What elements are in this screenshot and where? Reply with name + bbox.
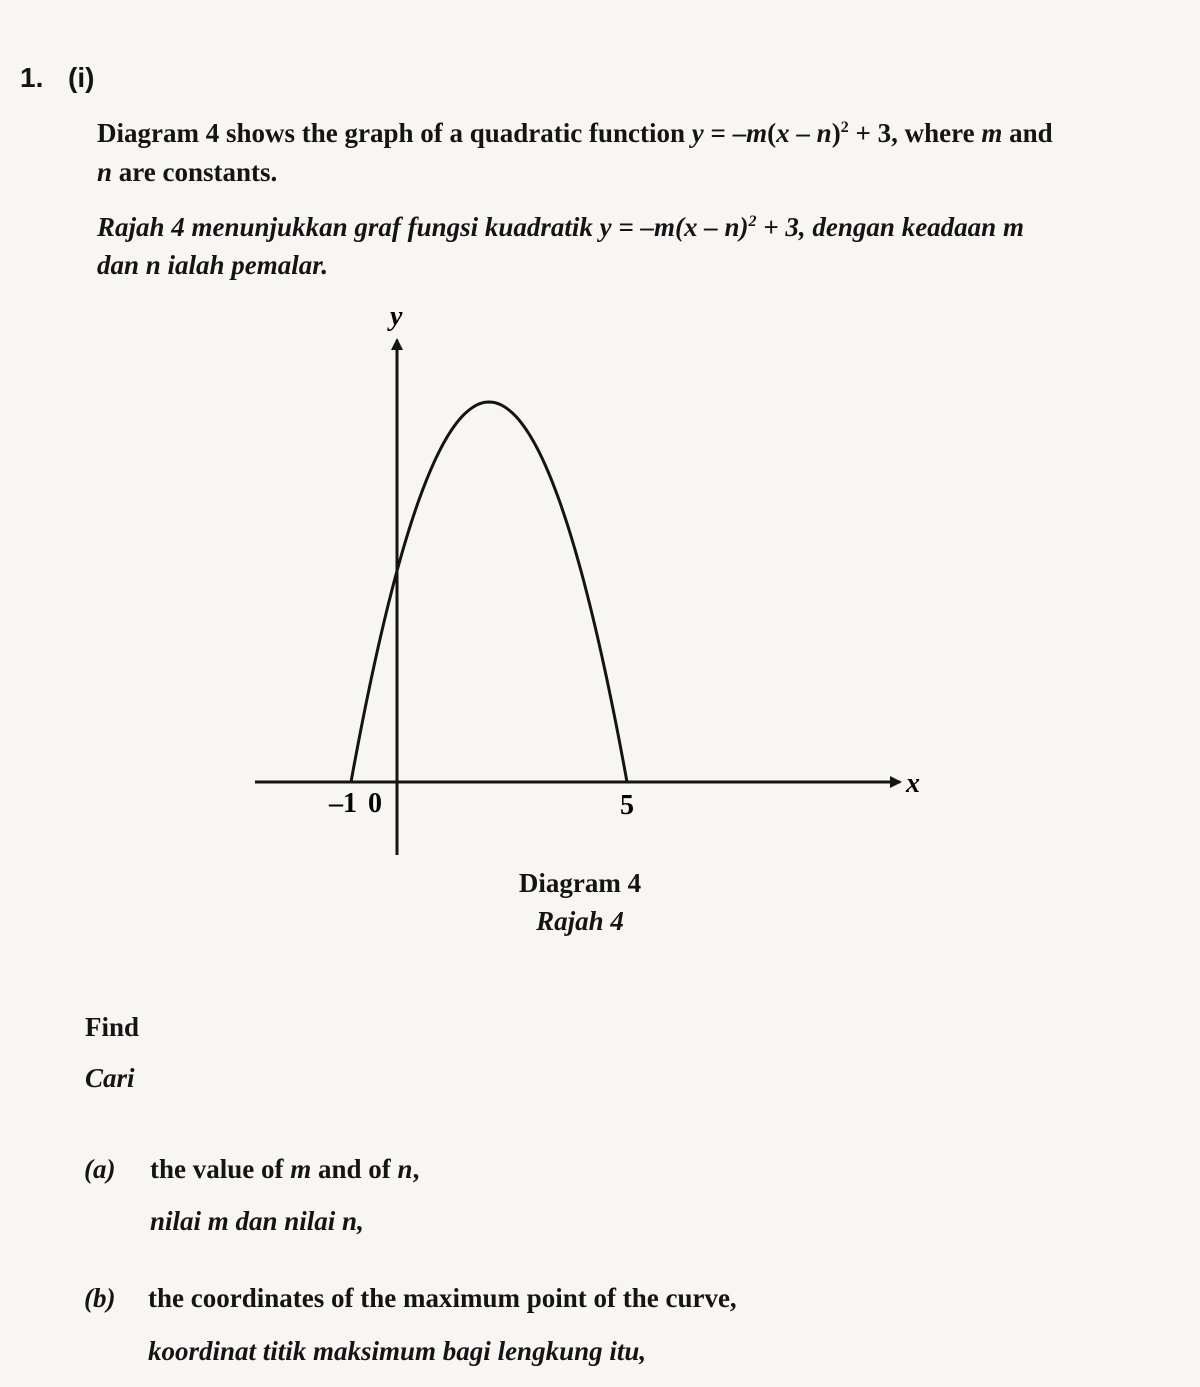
find-ms: Cari xyxy=(85,1063,135,1093)
intro-ms-text: Rajah 4 menunjukkan graf fungsi kuadratik xyxy=(97,212,600,242)
part-b-en: the coordinates of the maximum point of the curve, xyxy=(148,1283,737,1313)
intro-en-n: n xyxy=(97,157,113,187)
diagram-caption-ms: Rajah 4 xyxy=(536,906,624,936)
quadratic-graph xyxy=(240,300,940,860)
intro-en-line2 xyxy=(97,157,277,188)
x-axis-label: x xyxy=(906,768,920,799)
part-a-en-and: and of xyxy=(311,1154,398,1184)
eq-paren-open: ( xyxy=(767,118,777,148)
x-tick-label-5: 5 xyxy=(620,790,634,821)
eq-n: n xyxy=(816,118,832,148)
equation-ms-power: 2 xyxy=(748,213,757,230)
x-tick-label-minus-1: –1 xyxy=(329,788,357,819)
eq-tail: + 3 xyxy=(848,118,892,148)
intro-en-and: and xyxy=(1002,118,1053,148)
eq-power: 2 xyxy=(840,119,849,136)
eq-minus: – xyxy=(789,118,817,148)
part-a-ms: nilai m dan nilai n, xyxy=(150,1206,364,1236)
intro-en-text: Diagram 4 shows the graph of a quadratic function xyxy=(97,118,692,148)
y-axis-label: y xyxy=(390,301,403,332)
equation-en xyxy=(692,118,891,148)
intro-ms-line1 xyxy=(97,212,1024,243)
diagram-caption-en: Diagram 4 xyxy=(518,868,642,898)
origin-label: 0 xyxy=(368,788,382,819)
eq-paren-close: ) xyxy=(831,118,841,148)
part-a-label xyxy=(84,1154,115,1185)
eq-equals: = – xyxy=(703,118,747,148)
intro-en-constants: are constants. xyxy=(112,157,278,187)
eq-y: y xyxy=(691,118,704,148)
intro-en-line1 xyxy=(97,118,1053,149)
eq-x: x xyxy=(776,118,790,148)
part-b-label xyxy=(84,1283,115,1314)
parabola-curve xyxy=(351,402,627,782)
intro-en-m: m xyxy=(981,118,1003,148)
part-a-en xyxy=(150,1154,419,1185)
part-a-en-n: n xyxy=(397,1154,413,1184)
part-a-en-text: the value of xyxy=(150,1154,291,1184)
question-number: 1. xyxy=(20,62,44,93)
part-b-label-text: (b) xyxy=(84,1283,116,1313)
part-a-en-comma: , xyxy=(412,1154,420,1184)
equation-ms: y = –m(x – n) xyxy=(599,212,749,242)
question-part: (i) xyxy=(68,62,95,93)
part-b-ms: koordinat titik maksimum bagi lengkung itu, xyxy=(148,1336,647,1366)
find-en: Find xyxy=(85,1012,140,1042)
intro-ms-condition: , dengan keadaan m xyxy=(798,212,1024,242)
equation-ms-tail: + 3 xyxy=(756,212,799,242)
part-a-label-text: (a) xyxy=(84,1154,116,1184)
eq-m: m xyxy=(746,118,768,148)
intro-ms-line2: dan n ialah pemalar. xyxy=(97,250,329,280)
intro-en-where: , where xyxy=(891,118,982,148)
part-a-en-m: m xyxy=(290,1154,312,1184)
